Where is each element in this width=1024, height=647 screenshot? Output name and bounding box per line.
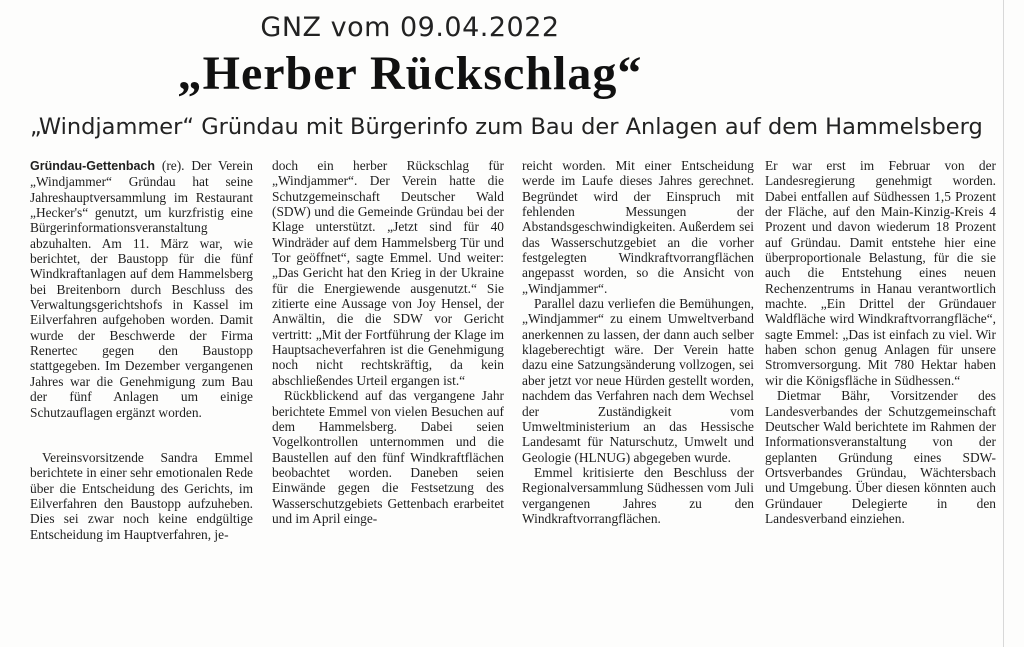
- paragraph: Emmel kritisierte den Beschluss der Regionalversammlung Südhessen vom Juli vergangenen Jahres zu den Windkraftvorrangflächen.: [522, 464, 754, 526]
- article-column-4: [765, 158, 996, 526]
- article-headline: „Herber Rückschlag“: [177, 47, 643, 100]
- paragraph: Er war erst im Februar von der Landesregierung genehmigt worden. Dabei entfallen auf Südhessen 1,5 Prozent der Fläche, auf den Main-Kinzig-Kreis 4 Prozent und davon wiederum 18 Prozent auf Gründau. Damit entstehe hier eine überproportionale Belastung, für die sie auch die Entstehung eines neuen Rechenzentrums in Hanau verantwortlich machte. „Ein Drittel der Gründauer Waldfläche wird Windkraftvorrangfläche“, sagte Emmel: „Das ist einfach zu viel. Wir haben schon genug Anlagen für unsere Stromversorgung. Mit 780 Hektar haben wir die Königsfläche in Südhessen.“: [765, 158, 996, 388]
- article-column-2: [272, 158, 504, 526]
- paragraph: Dietmar Bähr, Vorsitzender des Landesverbandes der Schutzgemeinschaft Deutscher Wald berichtete im Rahmen der Informationsveranstaltung von der geplanten Gründung eines SDW-Ortsverbandes Gründau, Wächtersbach und Umgebung. Über diesen könnten auch Gründauer Delegierte in den Landesverband einziehen.: [765, 388, 996, 526]
- paragraph-text: (re). Der Verein „Windjammer“ Gründau hat seine Jahreshauptversammlung im Restaurant „Hecker's“ genutzt, um kurzfristig eine Bürgerinformationsveranstaltung abzuhalten. Am 11. März war, wie berichtet, der Baustopp für die fünf Windkraftanlagen auf dem Hammelsberg bei Breitenborn durch Beschluss des Verwaltungsgerichtshofs in Kassel im Eilverfahren aufgehoben worden. Damit wurde der Beschwerde der Firma Renertec gegen den Baustopp stattgegeben. Im Dezember vergangenen Jahres war die Genehmigung zum Bau der fünf Anlagen um einige Schutzauflagen ergänzt worden.: [30, 158, 253, 420]
- scan-edge-line: [1003, 0, 1004, 647]
- paragraph: [30, 158, 253, 420]
- paragraph: Vereinsvorsitzende Sandra Emmel berichtete in einer sehr emotionalen Rede über die Entscheidung des Gerichts, im Eilverfahren den Baustopp aufzuheben. Dies sei zwar noch keine endgültige Entscheidung im Hauptverfahren, je-: [30, 449, 253, 542]
- article-column-1: [30, 158, 253, 542]
- source-date-label: GNZ vom 09.04.2022: [260, 12, 560, 43]
- paragraph: reicht worden. Mit einer Entscheidung werde im Laufe dieses Jahres gerechnet. Begründet wird der Einspruch mit fehlenden Messungen der Abstandsgeschwindigkeiten. Außerdem sei das Wasserschutzgebiet an die vorher festgelegten Windkraftvorrangflächen angepasst worden, so die Ansicht von „Windjammer“.: [522, 158, 754, 296]
- paragraph: Rückblickend auf das vergangene Jahr berichtete Emmel von vielen Besuchen auf dem Hammelsberg. Dabei seien Vogelkontrollen unternommen und die Baustellen auf den fünf Windkraftflächen beobachtet worden. Daneben seien Einwände gegen die Festsetzung des Wasserschutzgebiets Gettenbach erarbeitet und im April einge-: [272, 388, 504, 526]
- dateline: Gründau-Gettenbach: [30, 159, 156, 173]
- article-subheadline: „Windjammer“ Gründau mit Bürgerinfo zum Bau der Anlagen auf dem Hammelsberg: [30, 114, 983, 140]
- paragraph: Parallel dazu verliefen die Bemühungen, „Windjammer“ zu einem Umweltverband anerkennen zu lassen, der dann auch selber klageberechtigt wäre. Der Verein hatte dazu eine Satzungsänderung vollzogen, sei aber jetzt vor neue Hürden gestellt worden, nachdem das Verfahren nach dem Wechsel der Zuständigkeit vom Umweltministerium an das Hessische Landesamt für Naturschutz, Umwelt und Geologie (HLNUG) abgegeben wurde.: [522, 296, 754, 465]
- paragraph: doch ein herber Rückschlag für „Windjammer“. Der Verein hatte die Schutzgemeinschaft Deutscher Wald (SDW) und die Gemeinde Gründau bei der Klage unterstützt. „Jetzt sind für 40 Windräder auf dem Hammelsberg Tür und Tor geöffnet“, sagte Emmel. Und weiter: „Das Gericht hat den Krieg in der Ukraine für die Energiewende ausgenutzt.“ Sie zitierte eine Aussage von Joy Hensel, der Anwältin, die die SDW vor Gericht vertritt: „Mit der Fortführung der Klage im Hauptsacheverfahren ist die Genehmigung noch nicht rechtskräftig, da kein abschließendes Urteil ergangen ist.“: [272, 158, 504, 388]
- article-column-3: [522, 158, 754, 526]
